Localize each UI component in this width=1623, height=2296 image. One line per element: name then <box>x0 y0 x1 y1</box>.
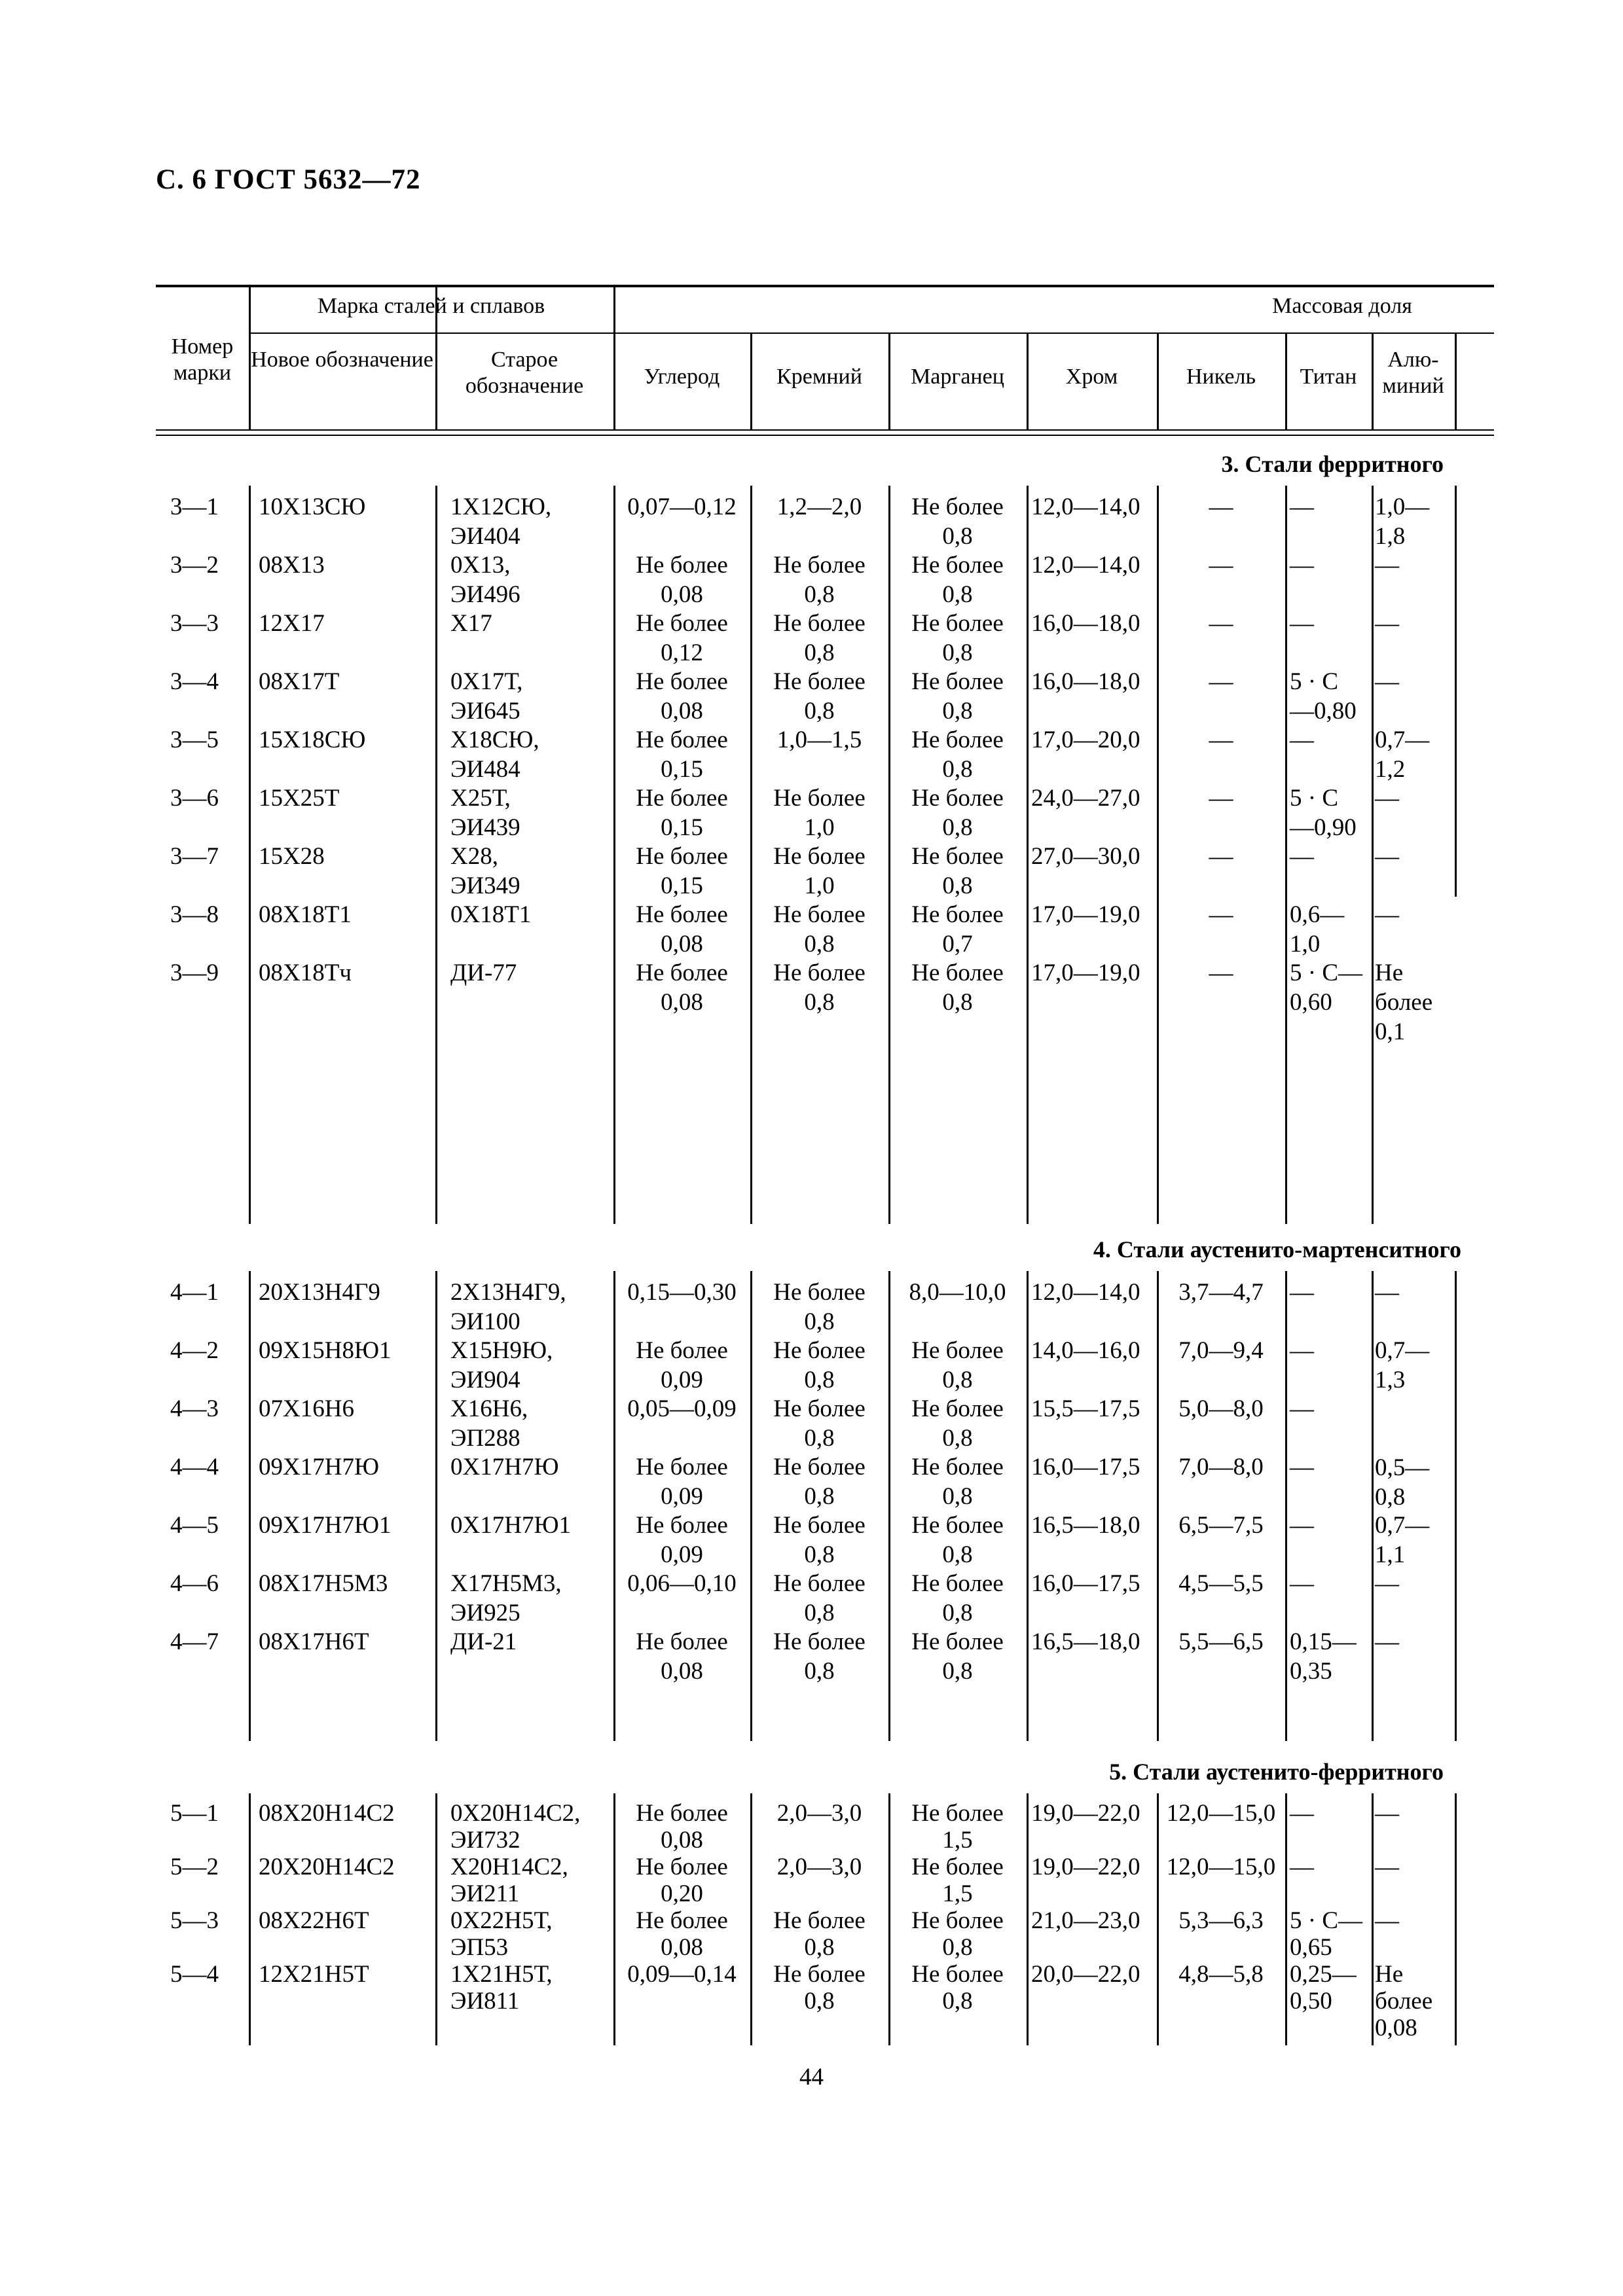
cell-ni: 12,0—15,0 <box>1166 1800 1276 1827</box>
cell-si: Не более 0,8 <box>773 1279 866 1335</box>
cell-mn: Не более 0,8 <box>911 843 1004 899</box>
cell-new: 08Х20Н14С2 <box>259 1800 395 1827</box>
cell-mn: Не более 0,8 <box>911 552 1004 608</box>
cell-ni: — <box>1209 668 1233 695</box>
cell-old: 1Х12СЮ, ЭИ404 <box>450 493 552 550</box>
cell-num: 4—4 <box>170 1454 219 1480</box>
cell-new: 09Х17Н7Ю1 <box>259 1512 392 1539</box>
cell-old: 0Х17Н7Ю1 <box>450 1512 571 1539</box>
column-divider <box>249 1271 251 1741</box>
cell-ni: — <box>1209 493 1233 520</box>
cell-old: 0Х18Т1 <box>450 901 532 928</box>
header-manganese: Марганец <box>911 365 1004 389</box>
cell-new: 08Х17Н5М3 <box>259 1570 388 1597</box>
cell-al: — <box>1375 1279 1399 1306</box>
cell-c: Не более 0,15 <box>636 843 728 899</box>
cell-ni: 6,5—7,5 <box>1178 1512 1264 1539</box>
cell-old: 0Х22Н5Т, ЭП53 <box>450 1907 553 1961</box>
header-divider <box>1455 334 1457 429</box>
cell-new: 15Х18СЮ <box>259 726 366 753</box>
column-divider <box>1285 1793 1287 2045</box>
cell-num: 4—3 <box>170 1395 219 1422</box>
cell-mn: Не более 1,5 <box>911 1800 1004 1854</box>
cell-cr: 24,0—27,0 <box>1031 785 1140 812</box>
cell-ni: 7,0—9,4 <box>1178 1337 1264 1364</box>
cell-al: 0,7— 1,3 <box>1375 1337 1430 1393</box>
cell-c: Не более 0,09 <box>636 1512 728 1568</box>
cell-si: Не более 0,8 <box>773 960 866 1016</box>
cell-mn: Не более 1,5 <box>911 1854 1004 1907</box>
cell-new: 08Х17Т <box>259 668 340 695</box>
cell-mn: Не более 0,8 <box>911 1628 1004 1685</box>
column-divider <box>435 1271 437 1741</box>
cell-new: 08Х17Н6Т <box>259 1628 369 1655</box>
cell-si: 1,0—1,5 <box>776 726 862 753</box>
cell-ti: — <box>1290 726 1314 753</box>
cell-mn: Не более 0,8 <box>911 785 1004 841</box>
cell-new: 15Х28 <box>259 843 325 870</box>
cell-si: Не более 1,0 <box>773 785 866 841</box>
cell-si: Не более 0,8 <box>773 1570 866 1626</box>
cell-mn: Не более 0,8 <box>911 1454 1004 1510</box>
cell-num: 3—9 <box>170 960 219 986</box>
cell-ti: — <box>1290 1570 1314 1597</box>
header-bottom-rule <box>156 429 1494 431</box>
cell-si: Не более 0,8 <box>773 901 866 958</box>
cell-cr: 16,0—17,5 <box>1031 1454 1140 1480</box>
cell-num: 3—2 <box>170 552 219 579</box>
cell-mn: Не более 0,8 <box>911 1512 1004 1568</box>
header-carbon: Углерод <box>644 365 720 389</box>
cell-cr: 16,0—17,5 <box>1031 1570 1140 1597</box>
cell-new: 08Х18Т1 <box>259 901 352 928</box>
cell-mn: Не более 0,8 <box>911 493 1004 550</box>
cell-cr: 16,5—18,0 <box>1031 1628 1140 1655</box>
cell-al: — <box>1375 1800 1399 1827</box>
cell-old: 0Х17Н7Ю <box>450 1454 559 1480</box>
cell-cr: 27,0—30,0 <box>1031 843 1140 870</box>
cell-si: Не более 0,8 <box>773 1454 866 1510</box>
cell-new: 15Х25Т <box>259 785 340 812</box>
cell-num: 3—8 <box>170 901 219 928</box>
cell-c: Не более 0,08 <box>636 901 728 958</box>
cell-al: 1,0— 1,8 <box>1375 493 1430 550</box>
cell-c: Не более 0,12 <box>636 610 728 666</box>
column-divider <box>435 486 437 1224</box>
cell-ni: 4,5—5,5 <box>1178 1570 1264 1597</box>
cell-c: Не более 0,08 <box>636 1907 728 1961</box>
column-divider <box>1455 486 1457 897</box>
cell-si: Не более 0,8 <box>773 1907 866 1961</box>
cell-old: Х16Н6, ЭП288 <box>450 1395 528 1452</box>
cell-new: 12Х21Н5Т <box>259 1961 369 1988</box>
cell-c: 0,15—0,30 <box>627 1279 737 1306</box>
header-divider <box>613 285 615 429</box>
cell-al: — <box>1375 843 1399 870</box>
cell-cr: 16,5—18,0 <box>1031 1512 1140 1539</box>
page-header: С. 6 ГОСТ 5632—72 <box>156 164 421 195</box>
group-underline <box>249 332 613 334</box>
cell-ti: — <box>1290 1279 1314 1306</box>
cell-si: Не более 0,8 <box>773 668 866 725</box>
cell-ni: — <box>1209 552 1233 579</box>
cell-c: Не более 0,09 <box>636 1337 728 1393</box>
cell-old: Х28, ЭИ349 <box>450 843 520 899</box>
cell-ti: — <box>1290 843 1314 870</box>
header-old-designation: Старое обозначение <box>465 348 584 398</box>
cell-cr: 12,0—14,0 <box>1031 552 1140 579</box>
header-grade-group: Марка сталей и сплавов <box>317 294 545 318</box>
cell-old: 0Х13, ЭИ496 <box>450 552 520 608</box>
cell-num: 4—6 <box>170 1570 219 1597</box>
cell-mn: Не более 0,8 <box>911 610 1004 666</box>
cell-ti: — <box>1290 1512 1314 1539</box>
cell-c: Не более 0,15 <box>636 726 728 783</box>
cell-al: — <box>1375 610 1399 637</box>
cell-c: 0,09—0,14 <box>627 1961 737 1988</box>
cell-al: — <box>1375 668 1399 695</box>
cell-new: 20Х20Н14С2 <box>259 1854 395 1880</box>
cell-al: 0,7— 1,2 <box>1375 726 1430 783</box>
cell-old: 2Х13Н4Г9, ЭИ100 <box>450 1279 566 1335</box>
cell-ni: — <box>1209 610 1233 637</box>
cell-mn: Не более 0,8 <box>911 1570 1004 1626</box>
cell-ti: — <box>1290 493 1314 520</box>
cell-al: — <box>1375 552 1399 579</box>
cell-num: 3—3 <box>170 610 219 637</box>
cell-num: 4—7 <box>170 1628 219 1655</box>
cell-ni: — <box>1209 785 1233 812</box>
cell-num: 5—3 <box>170 1907 219 1934</box>
cell-mn: Не более 0,8 <box>911 1395 1004 1452</box>
header-bottom-rule-double <box>156 435 1494 436</box>
cell-num: 5—2 <box>170 1854 219 1880</box>
cell-ti: 5 · С— 0,65 <box>1290 1907 1362 1961</box>
cell-old: 1Х21Н5Т, ЭИ811 <box>450 1961 553 2015</box>
cell-ti: 5 · С —0,90 <box>1290 785 1357 841</box>
section-title: 5. Стали аустенито-ферритного <box>1109 1759 1444 1785</box>
cell-si: Не более 0,8 <box>773 1512 866 1568</box>
table-top-rule <box>156 285 1494 287</box>
cell-ti: — <box>1290 1854 1314 1880</box>
cell-mn: Не более 0,8 <box>911 960 1004 1016</box>
column-divider <box>1285 486 1287 1224</box>
cell-ni: — <box>1209 901 1233 928</box>
cell-old: ДИ-21 <box>450 1628 517 1655</box>
cell-new: 08Х22Н6Т <box>259 1907 369 1934</box>
cell-new: 09Х17Н7Ю <box>259 1454 379 1480</box>
header-aluminum: Алю- миний <box>1382 348 1444 398</box>
cell-cr: 19,0—22,0 <box>1031 1854 1140 1880</box>
cell-cr: 17,0—20,0 <box>1031 726 1140 753</box>
cell-cr: 14,0—16,0 <box>1031 1337 1140 1364</box>
column-divider <box>249 486 251 1224</box>
cell-cr: 17,0—19,0 <box>1031 960 1140 986</box>
cell-ni: 5,0—8,0 <box>1178 1395 1264 1422</box>
cell-c: 0,06—0,10 <box>627 1570 737 1597</box>
column-divider <box>1027 1793 1029 2045</box>
cell-c: Не более 0,08 <box>636 668 728 725</box>
cell-si: Не более 1,0 <box>773 843 866 899</box>
cell-cr: 20,0—22,0 <box>1031 1961 1140 1988</box>
cell-si: Не более 0,8 <box>773 1395 866 1452</box>
header-number: Номер марки <box>171 334 234 385</box>
cell-old: Х17Н5М3, ЭИ925 <box>450 1570 562 1626</box>
cell-al: — <box>1375 785 1399 812</box>
column-divider <box>435 1793 437 2045</box>
cell-cr: 16,0—18,0 <box>1031 668 1140 695</box>
cell-c: 0,07—0,12 <box>627 493 737 520</box>
cell-al: 0,5— 0,8 <box>1375 1454 1430 1511</box>
section-title: 3. Стали ферритного <box>1221 451 1444 477</box>
cell-cr: 21,0—23,0 <box>1031 1907 1140 1934</box>
column-divider <box>1372 1793 1374 2045</box>
cell-old: Х17 <box>450 610 492 637</box>
cell-al: — <box>1375 1907 1399 1934</box>
cell-cr: 17,0—19,0 <box>1031 901 1140 928</box>
cell-ti: 0,25— 0,50 <box>1290 1961 1357 2015</box>
cell-ti: 0,6— 1,0 <box>1290 901 1345 958</box>
cell-old: ДИ-77 <box>450 960 517 986</box>
cell-ni: 7,0—8,0 <box>1178 1454 1264 1480</box>
cell-old: Х25Т, ЭИ439 <box>450 785 520 841</box>
cell-num: 5—1 <box>170 1800 219 1827</box>
cell-cr: 19,0—22,0 <box>1031 1800 1140 1827</box>
column-divider <box>1455 1793 1457 2045</box>
column-divider <box>1455 1271 1457 1741</box>
cell-num: 4—5 <box>170 1512 219 1539</box>
header-mass-share: Массовая доля <box>1272 294 1412 318</box>
cell-old: Х15Н9Ю, ЭИ904 <box>450 1337 553 1393</box>
cell-num: 4—1 <box>170 1279 219 1306</box>
cell-si: Не более 0,8 <box>773 1961 866 2015</box>
cell-si: 2,0—3,0 <box>776 1854 862 1880</box>
column-divider <box>1027 486 1029 1224</box>
cell-ti: — <box>1290 1800 1314 1827</box>
column-divider <box>1027 1271 1029 1741</box>
cell-ni: 4,8—5,8 <box>1178 1961 1264 1988</box>
cell-new: 10Х13СЮ <box>259 493 366 520</box>
header-silicon: Кремний <box>776 365 862 389</box>
cell-new: 12Х17 <box>259 610 325 637</box>
header-titanium: Титан <box>1300 365 1357 389</box>
cell-c: Не более 0,08 <box>636 960 728 1016</box>
cell-old: 0Х20Н14С2, ЭИ732 <box>450 1800 581 1854</box>
column-divider <box>1285 1271 1287 1741</box>
cell-old: Х18СЮ, ЭИ484 <box>450 726 539 783</box>
cell-al: — <box>1375 1628 1399 1655</box>
cell-al: 0,7— 1,1 <box>1375 1512 1430 1568</box>
column-divider <box>249 1793 251 2045</box>
cell-al: — <box>1375 1854 1399 1880</box>
cell-ni: 3,7—4,7 <box>1178 1279 1264 1306</box>
cell-num: 3—1 <box>170 493 219 520</box>
cell-cr: 15,5—17,5 <box>1031 1395 1140 1422</box>
cell-si: Не более 0,8 <box>773 552 866 608</box>
cell-new: 20Х13Н4Г9 <box>259 1279 380 1306</box>
cell-ni: — <box>1209 726 1233 753</box>
cell-si: 2,0—3,0 <box>776 1800 862 1827</box>
column-divider <box>1372 486 1374 1224</box>
cell-num: 3—4 <box>170 668 219 695</box>
header-new-designation: Новое обозначение <box>251 348 433 372</box>
cell-al: — <box>1375 901 1399 928</box>
cell-cr: 12,0—14,0 <box>1031 493 1140 520</box>
cell-al: Не более 0,1 <box>1375 960 1433 1045</box>
cell-new: 08Х18Тч <box>259 960 352 986</box>
cell-si: Не более 0,8 <box>773 610 866 666</box>
cell-mn: Не более 0,8 <box>911 1907 1004 1961</box>
cell-ni: 5,3—6,3 <box>1178 1907 1264 1934</box>
cell-si: 1,2—2,0 <box>776 493 862 520</box>
cell-ti: 0,15— 0,35 <box>1290 1628 1357 1685</box>
group-underline <box>613 332 1494 334</box>
cell-ti: 5 · С —0,80 <box>1290 668 1357 725</box>
cell-c: Не более 0,08 <box>636 552 728 608</box>
page-number: 44 <box>799 2064 824 2090</box>
cell-mn: Не более 0,8 <box>911 1961 1004 2015</box>
cell-new: 08Х13 <box>259 552 325 579</box>
cell-c: Не более 0,08 <box>636 1800 728 1854</box>
header-nickel: Никель <box>1186 365 1256 389</box>
cell-ti: — <box>1290 610 1314 637</box>
cell-ti: — <box>1290 1337 1314 1364</box>
cell-si: Не более 0,8 <box>773 1337 866 1393</box>
cell-c: Не более 0,09 <box>636 1454 728 1510</box>
cell-num: 3—6 <box>170 785 219 812</box>
cell-ni: 12,0—15,0 <box>1166 1854 1276 1880</box>
cell-mn: 8,0—10,0 <box>909 1279 1006 1306</box>
cell-num: 5—4 <box>170 1961 219 1988</box>
cell-al: Не более 0,08 <box>1375 1961 1433 2041</box>
cell-mn: Не более 0,8 <box>911 1337 1004 1393</box>
cell-c: Не более 0,15 <box>636 785 728 841</box>
cell-old: Х20Н14С2, ЭИ211 <box>450 1854 568 1907</box>
column-divider <box>1372 1271 1374 1741</box>
cell-num: 3—7 <box>170 843 219 870</box>
cell-old: 0Х17Т, ЭИ645 <box>450 668 523 725</box>
cell-ti: — <box>1290 1454 1314 1480</box>
cell-num: 3—5 <box>170 726 219 753</box>
cell-cr: 16,0—18,0 <box>1031 610 1140 637</box>
cell-ni: — <box>1209 960 1233 986</box>
cell-num: 4—2 <box>170 1337 219 1364</box>
cell-c: Не более 0,08 <box>636 1628 728 1685</box>
cell-c: 0,05—0,09 <box>627 1395 737 1422</box>
cell-cr: 12,0—14,0 <box>1031 1279 1140 1306</box>
cell-si: Не более 0,8 <box>773 1628 866 1685</box>
cell-ti: — <box>1290 552 1314 579</box>
cell-ni: 5,5—6,5 <box>1178 1628 1264 1655</box>
cell-ni: — <box>1209 843 1233 870</box>
cell-new: 09Х15Н8Ю1 <box>259 1337 392 1364</box>
cell-new: 07Х16Н6 <box>259 1395 354 1422</box>
header-chromium: Хром <box>1065 365 1118 389</box>
cell-mn: Не более 0,8 <box>911 668 1004 725</box>
cell-al: — <box>1375 1570 1399 1597</box>
cell-mn: Не более 0,8 <box>911 726 1004 783</box>
cell-ti: 5 · С— 0,60 <box>1290 960 1362 1016</box>
section-title: 4. Стали аустенито-мартенситного <box>1093 1236 1461 1263</box>
cell-mn: Не более 0,7 <box>911 901 1004 958</box>
cell-c: Не более 0,20 <box>636 1854 728 1907</box>
cell-ti: — <box>1290 1395 1314 1422</box>
